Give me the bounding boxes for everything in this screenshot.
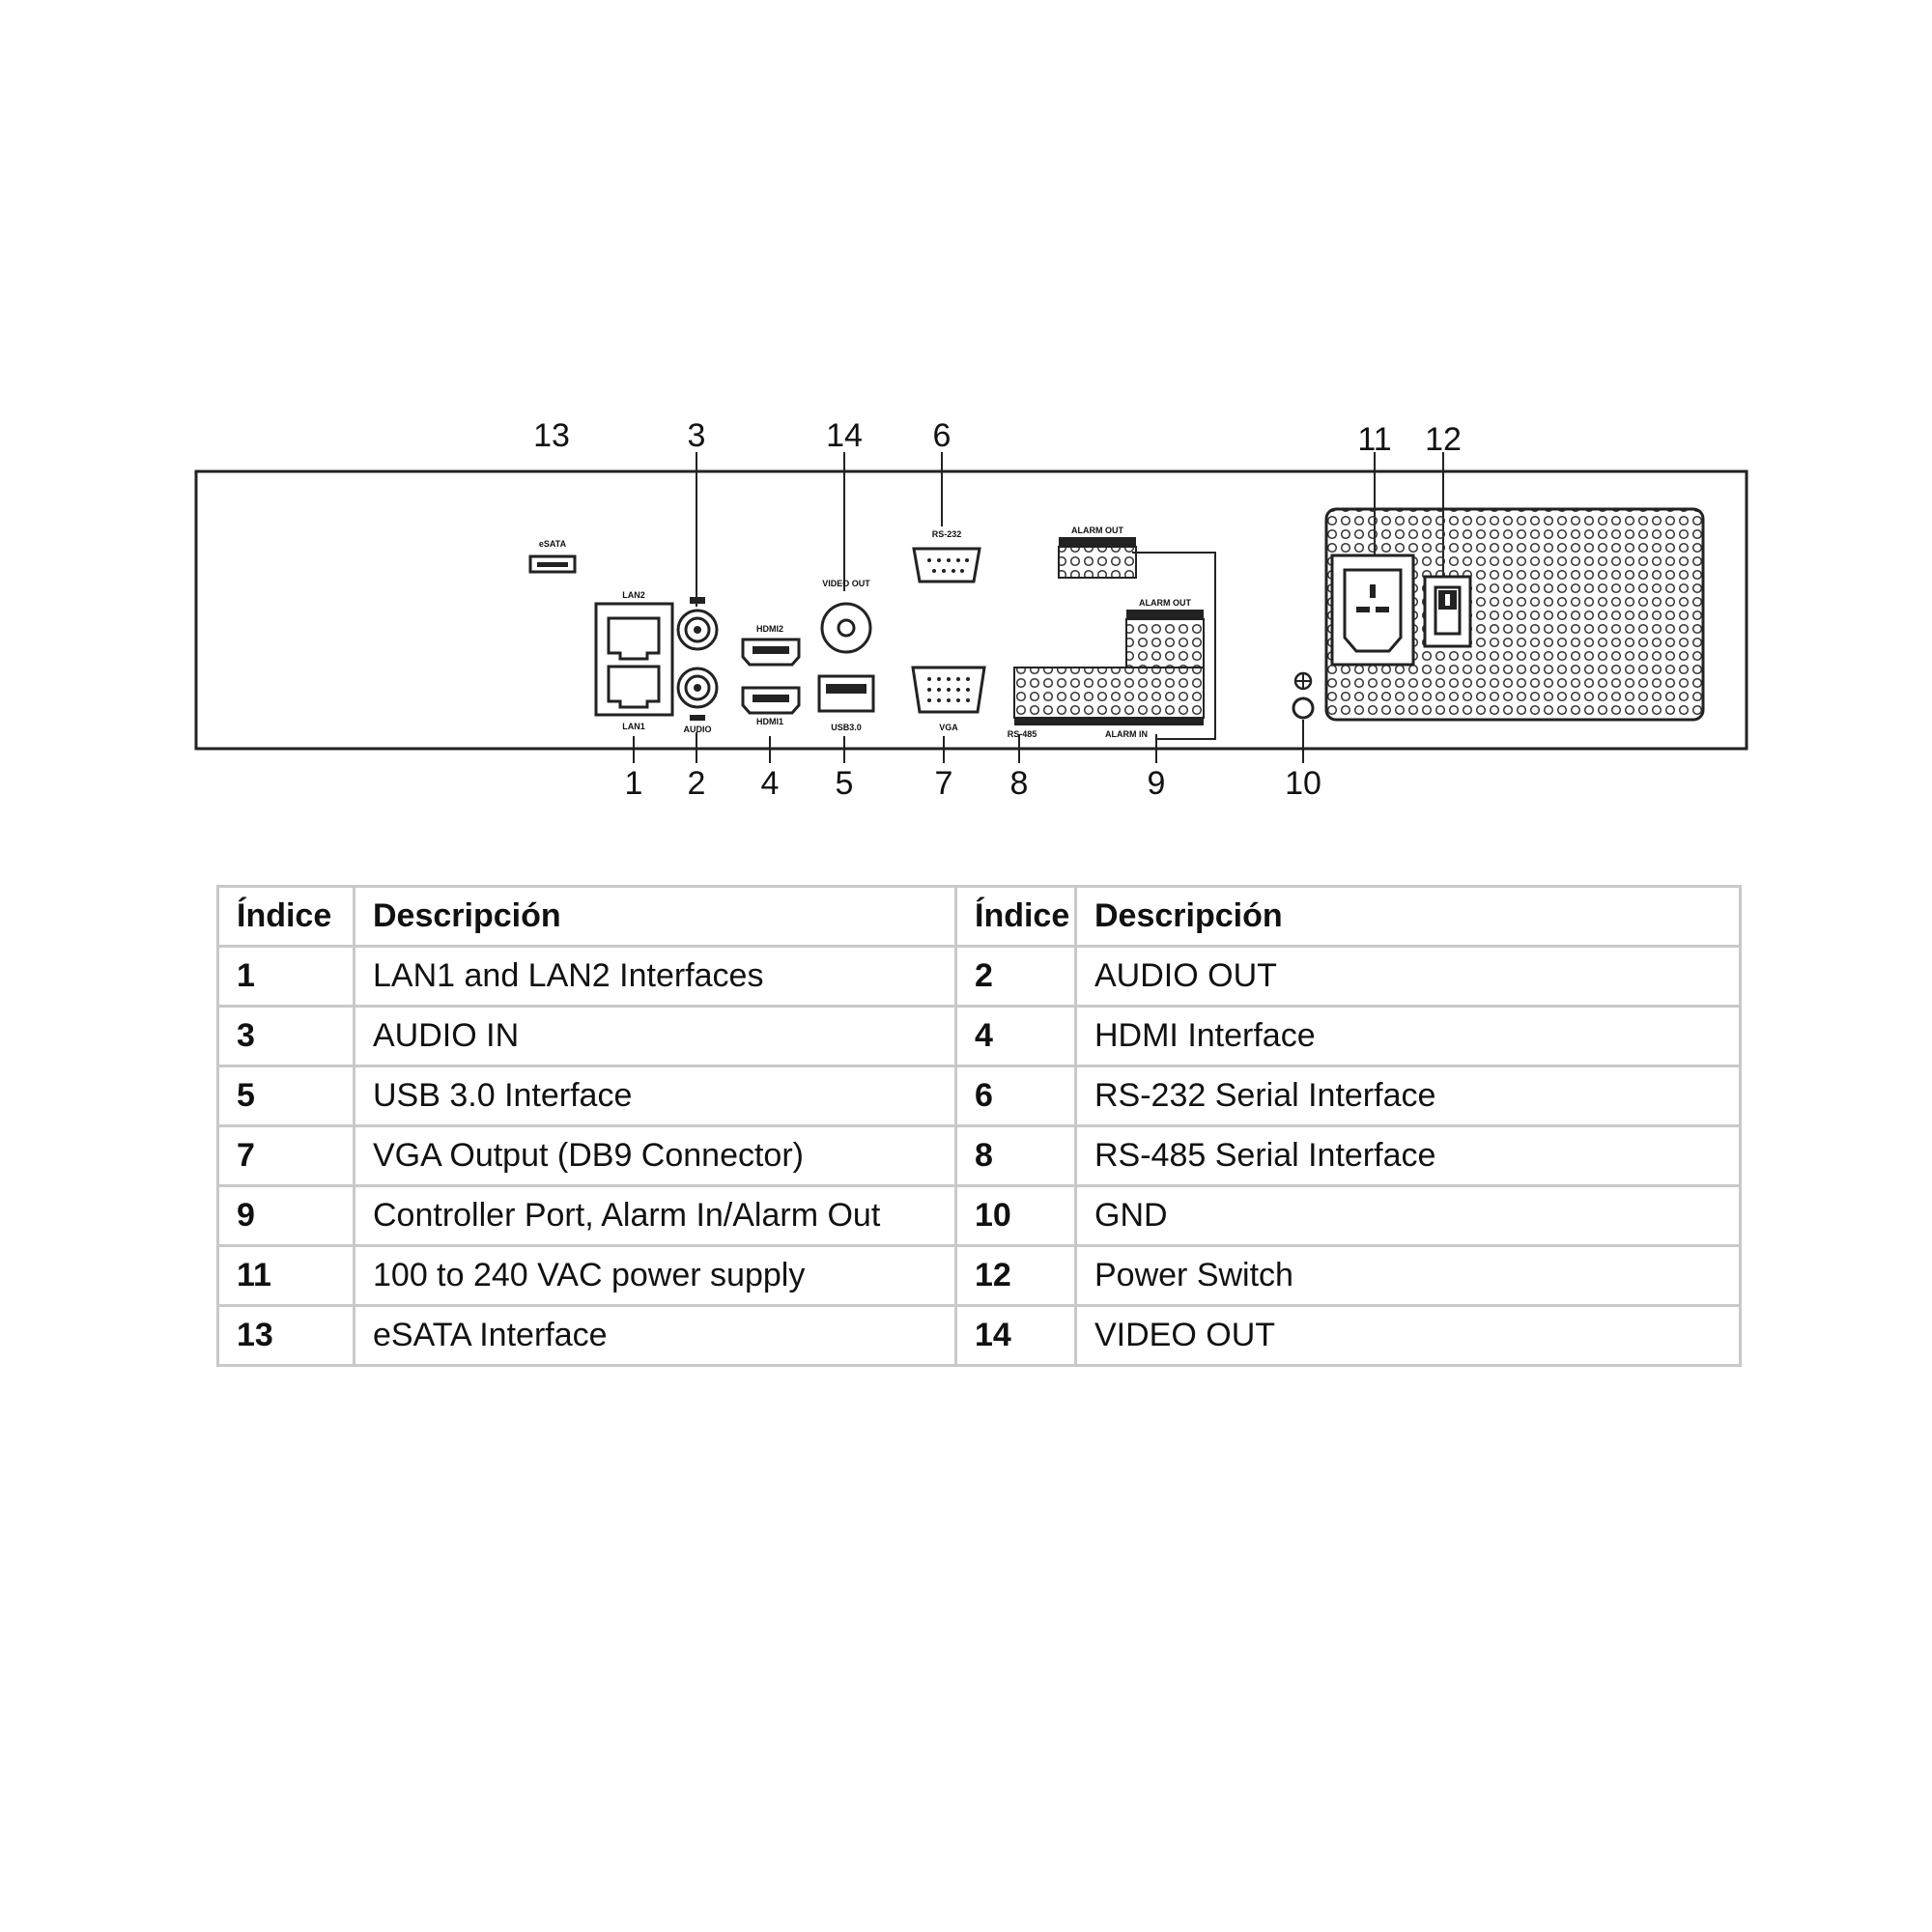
index-cell: 12	[956, 1246, 1076, 1306]
rs232-label: RS-232	[931, 529, 962, 539]
callout-10: 10	[1285, 765, 1321, 802]
callout-5: 5	[835, 765, 854, 802]
description-cell: VIDEO OUT	[1076, 1306, 1741, 1366]
index-cell: 2	[956, 947, 1076, 1007]
callout-6: 6	[932, 417, 952, 454]
vga-port	[913, 668, 984, 732]
esata-label: eSATA	[538, 539, 567, 549]
lan2-label: LAN2	[622, 590, 645, 600]
header-index-1: Índice	[218, 887, 355, 947]
description-cell: AUDIO IN	[355, 1007, 956, 1066]
callout-1: 1	[624, 765, 643, 802]
table-row	[218, 1246, 1741, 1306]
usb-port	[819, 676, 873, 732]
description-cell: 100 to 240 VAC power supply	[355, 1246, 956, 1306]
index-cell: 6	[956, 1066, 1076, 1126]
header-index-2: Índice	[956, 887, 1076, 947]
index-cell: 4	[956, 1007, 1076, 1066]
usb-label: USB3.0	[831, 723, 862, 732]
spec-table	[216, 885, 1742, 1367]
table-header-row	[218, 887, 1741, 947]
hdmi-ports	[743, 624, 799, 726]
description-cell: AUDIO OUT	[1076, 947, 1741, 1007]
description-cell: RS-485 Serial Interface	[1076, 1126, 1741, 1186]
rs232-port	[914, 529, 980, 582]
description-cell: VGA Output (DB9 Connector)	[355, 1126, 956, 1186]
index-cell: 13	[218, 1306, 355, 1366]
alarm-in-label: ALARM IN	[1105, 729, 1148, 739]
index-cell: 5	[218, 1066, 355, 1126]
alarm-out-top-label: ALARM OUT	[1071, 526, 1123, 535]
index-cell: 10	[956, 1186, 1076, 1246]
callout-14: 14	[826, 417, 863, 454]
video-out-label: VIDEO OUT	[822, 579, 870, 588]
index-cell: 7	[218, 1126, 355, 1186]
table-row	[218, 947, 1741, 1007]
index-cell: 3	[218, 1007, 355, 1066]
callout-12: 12	[1425, 421, 1462, 458]
vga-label: VGA	[939, 723, 958, 732]
callout-9: 9	[1147, 765, 1166, 802]
callout-4: 4	[760, 765, 780, 802]
callout-8: 8	[1009, 765, 1029, 802]
rs485-label: RS-485	[1007, 729, 1037, 739]
alarm-out-label: ALARM OUT	[1139, 598, 1191, 608]
video-out-bnc	[822, 579, 870, 652]
lan-ports	[596, 590, 672, 731]
description-cell: USB 3.0 Interface	[355, 1066, 956, 1126]
audio-ports	[678, 597, 717, 734]
description-cell: GND	[1076, 1186, 1741, 1246]
ground-terminal	[1293, 673, 1313, 718]
callout-3: 3	[687, 417, 706, 454]
index-cell: 11	[218, 1246, 355, 1306]
header-description-2: Descripción	[1076, 887, 1741, 947]
index-cell: 8	[956, 1126, 1076, 1186]
callout-2: 2	[687, 765, 706, 802]
callout-13: 13	[533, 417, 570, 454]
hdmi2-label: HDMI2	[755, 624, 784, 634]
hdmi1-label: HDMI1	[755, 717, 784, 726]
alarm-terminals	[1008, 526, 1204, 739]
callout-7: 7	[934, 765, 953, 802]
description-cell: eSATA Interface	[355, 1306, 956, 1366]
table-row	[218, 1066, 1741, 1126]
description-cell: HDMI Interface	[1076, 1007, 1741, 1066]
table-row	[218, 1306, 1741, 1366]
index-cell: 14	[956, 1306, 1076, 1366]
description-cell: RS-232 Serial Interface	[1076, 1066, 1741, 1126]
rear-panel-diagram	[0, 0, 1932, 869]
description-cell: Power Switch	[1076, 1246, 1741, 1306]
lan1-label: LAN1	[622, 722, 645, 731]
table-row	[218, 1186, 1741, 1246]
table-row	[218, 1126, 1741, 1186]
description-cell: Controller Port, Alarm In/Alarm Out	[355, 1186, 956, 1246]
callout-11: 11	[1357, 421, 1392, 458]
esata-port	[530, 539, 575, 572]
index-cell: 1	[218, 947, 355, 1007]
index-cell: 9	[218, 1186, 355, 1246]
header-description-1: Descripción	[355, 887, 956, 947]
power-supply	[1326, 509, 1703, 720]
table-row	[218, 1007, 1741, 1066]
description-cell: LAN1 and LAN2 Interfaces	[355, 947, 956, 1007]
audio-label: AUDIO	[683, 724, 712, 734]
